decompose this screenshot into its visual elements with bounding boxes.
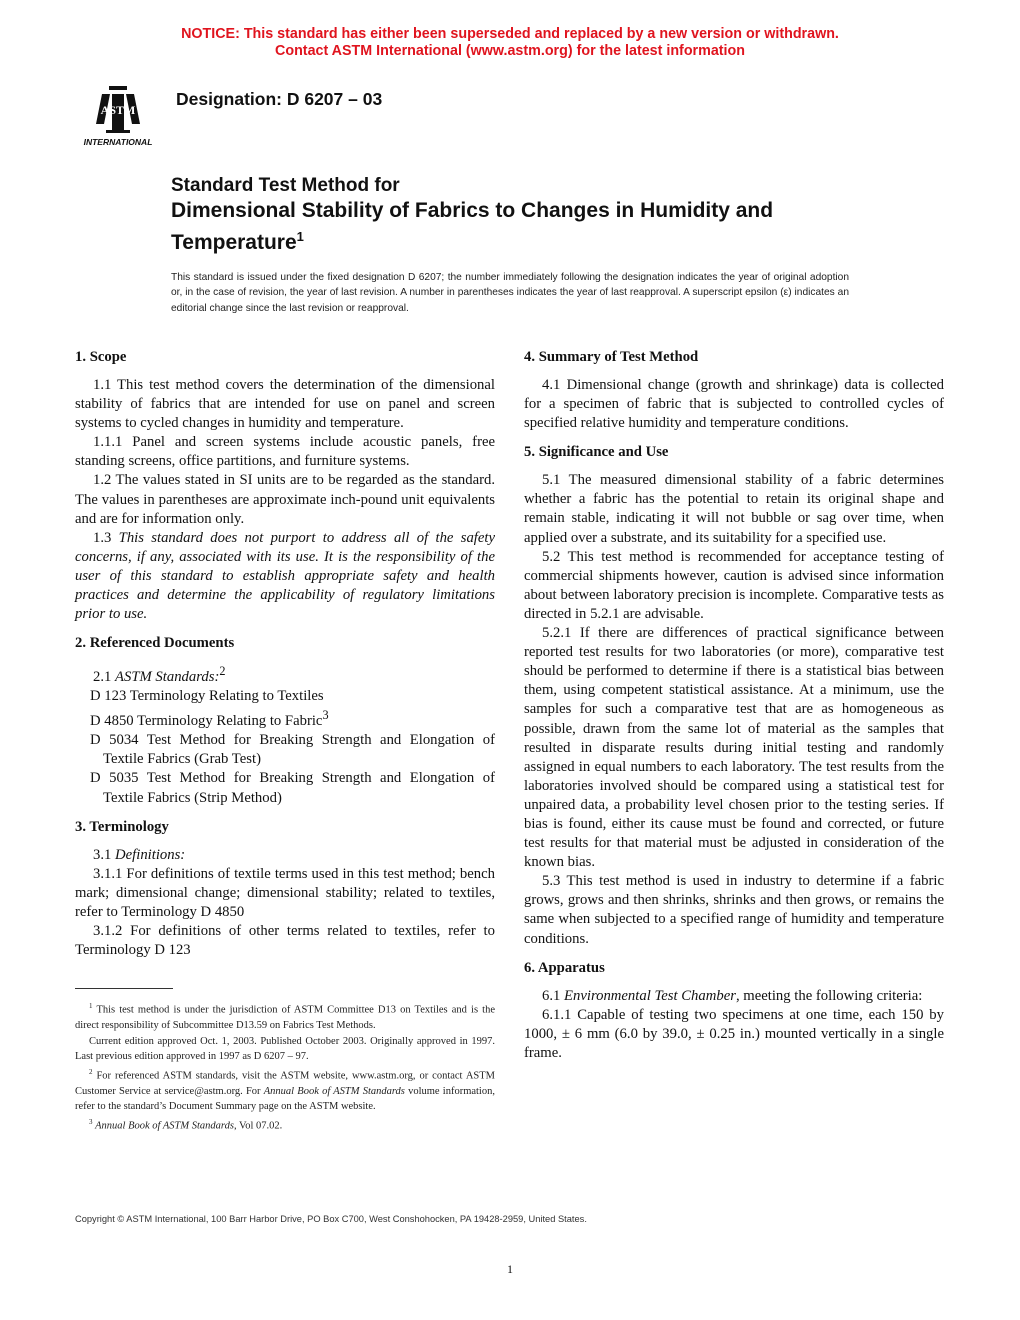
right-column xyxy=(524,348,944,1063)
footnote-3 xyxy=(75,1115,495,1134)
para-2-1 xyxy=(75,662,495,687)
section-heading-terminology: 3. Terminology xyxy=(75,818,169,835)
footnote-1-mark: 1 xyxy=(89,1002,93,1010)
para-5-2: 5.2 This test method is recommended for acceptance testing of commercial shipments however, caution is advised since information about between laboratory precision is incomplete. Comparative tests as directed in 5.2.1 are advisable. xyxy=(524,548,944,622)
title-block xyxy=(171,175,773,255)
reference-item xyxy=(75,706,495,731)
title-footnote-ref: 1 xyxy=(296,229,304,244)
para-4-1: 4.1 Dimensional change (growth and shrinkage) data is collected for a specimen of fabric that is subjected to controlled cycles of specified relative humidity and temperature conditions. xyxy=(524,377,944,432)
section-heading-scope: 1. Scope xyxy=(75,349,127,365)
footnote-2-text-a: For referenced ASTM standards, visit the ASTM website, www.astm.org, or contact ASTM Customer Service at service@astm.org. For xyxy=(75,1070,496,1097)
para-2-1-sup: 2 xyxy=(219,664,226,679)
para-6-1-em: Environmental Test Chamber xyxy=(564,987,736,1004)
para-5-2-1: 5.2.1 If there are differences of practical significance between reported test results for two laboratories (or more), comparative test should be performed to determine if there is a statistical bias between them, using competent statistical assistance. At a minimum, use the samples for such a comparative test that are as homogeneous as possible, drawn from the same lot of material as the samples that resulted in disparate results during initial testing and randomly assigned in equal numbers to each laboratory. The test results from the laboratories involved should be compared using a statistical test for unpaired data, a probability level chosen prior to the testing series. If bias is found, either its cause must be found and corrected, or future test results for that material must be adjusted in consideration of the known bias. xyxy=(524,625,944,871)
footnote-2-text-b: volume information, refer to the standard’s Document Summary page on the ASTM website. xyxy=(75,1085,495,1112)
para-1-3-text: This standard does not purport to address all of the safety concerns, if any, associated with its use. It is the responsibility of the user of this standard to establish appropriate safety and health practices and determine the applicability of regulatory limitations prior to use. xyxy=(75,529,496,623)
logo-text-bottom: INTERNATIONAL xyxy=(83,137,153,147)
para-6-1-num: 6.1 xyxy=(542,987,565,1004)
section-heading-refdocs: 2. Referenced Documents xyxy=(75,635,235,652)
section-heading-apparatus: 6. Apparatus xyxy=(524,959,605,976)
reference-item-text: D 4850 Terminology Relating to Fabric xyxy=(90,713,323,730)
reference-item: D 123 Terminology Relating to Textiles xyxy=(90,688,324,705)
footnote-2-mark: 2 xyxy=(89,1067,93,1076)
title-line-3-text: Temperature xyxy=(171,231,297,254)
para-5-1: 5.1 The measured dimensional stability of a fabric determines whether a fabric has the potential to retain its original shape and remain stable, indicating it will not bubble or sag over time, when applied over a substrate, and its suitability for a specified use. xyxy=(524,472,944,546)
reference-item-sup: 3 xyxy=(322,708,329,723)
logo-text-top: ASTM xyxy=(100,103,136,117)
para-1-3 xyxy=(75,529,495,624)
title-line-2: Dimensional Stability of Fabrics to Changes in Humidity and xyxy=(171,199,774,222)
section-heading-significance: 5. Significance and Use xyxy=(524,444,669,461)
para-1-3-num: 1.3 xyxy=(93,529,119,546)
para-6-1-1: 6.1.1 Capable of testing two specimens at one time, each 150 by 1000, ± 6 mm (6.0 by 39.0, ± 0.25 in.) mounted vertically in a single frame. xyxy=(524,1006,944,1061)
para-5-3: 5.3 This test method is used in industry to determine if a fabric grows, grows and then shrinks, shrinks and then grows, or remains the same when subjected to a specified range of humidity and temperature conditions. xyxy=(524,873,944,947)
withdrawal-notice xyxy=(0,26,1020,60)
para-1-1-1: 1.1.1 Panel and screen systems include acoustic panels, free standing screens, office partitions, and furniture systems. xyxy=(75,434,495,470)
footnote-3-text: , Vol 07.02. xyxy=(233,1120,283,1131)
footnote-divider xyxy=(75,988,173,989)
section-heading-summary: 4. Summary of Test Method xyxy=(524,349,699,365)
para-6-1 xyxy=(524,987,944,1006)
title-line-3 xyxy=(171,224,773,255)
notice-line-1: NOTICE: This standard has either been superseded and replaced by a new version or withdrawn. xyxy=(181,26,839,42)
footnote-2 xyxy=(75,1065,495,1115)
footnote-2-em: Annual Book of ASTM Standards xyxy=(263,1085,405,1097)
copyright: Copyright © ASTM International, 100 Barr Harbor Drive, PO Box C700, West Conshohocken, PA 19428-2959, United States. xyxy=(75,1214,587,1224)
title-line-1: Standard Test Method for xyxy=(171,175,400,196)
reference-item: D 5034 Test Method for Breaking Strength and Elongation of Textile Fabrics (Grab Test) xyxy=(90,732,495,768)
para-3-1-1: 3.1.1 For definitions of textile terms used in this test method; bench mark; dimensional change; dimensional stability; related to textiles, refer to Terminology D 4850 xyxy=(75,865,495,920)
astm-logo xyxy=(76,80,160,148)
preamble: This standard is issued under the fixed designation D 6207; the number immediately following the designation indicates the year of original adoption or, in the case of revision, the year of last revision. A number in parentheses indicates the year of last reapproval. A superscript epsilon (ε) indicates an editorial change since the last revision or reapproval. xyxy=(171,272,849,314)
footnote-1-text: This test method is under the jurisdiction of ASTM Committee D13 on Textiles and is the direct responsibility of Subcommittee D13.59 on Fabrics Test Methods. xyxy=(75,1004,495,1031)
para-6-1-rest: , meeting the following criteria: xyxy=(735,987,923,1004)
para-3-1 xyxy=(75,846,495,865)
notice-line-2: Contact ASTM International (www.astm.org) for the latest information xyxy=(275,43,745,59)
footnote-1 xyxy=(75,999,495,1034)
para-2-1-num: 2.1 xyxy=(93,669,116,686)
footnotes xyxy=(75,999,495,1134)
para-1-1: 1.1 This test method covers the determination of the dimensional stability of fabrics that are intended for use on panel and screen systems to cycled changes in humidity and temperature. xyxy=(75,377,495,432)
footnote-3-mark: 3 xyxy=(89,1117,93,1126)
para-1-2: 1.2 The values stated in SI units are to be regarded as the standard. The values in parentheses are approximate inch-pound unit equivalents and are for information only. xyxy=(75,472,495,527)
para-3-1-2: 3.1.2 For definitions of other terms related to textiles, refer to Terminology D 123 xyxy=(75,923,495,959)
footnote-3-em: Annual Book of ASTM Standards xyxy=(95,1120,234,1131)
left-column xyxy=(75,348,495,960)
para-3-1-text: Definitions: xyxy=(115,846,186,863)
reference-item: D 5035 Test Method for Breaking Strength and Elongation of Textile Fabrics (Strip Method) xyxy=(90,770,495,806)
para-3-1-num: 3.1 xyxy=(93,846,116,863)
page-number: 1 xyxy=(507,1262,513,1276)
designation: Designation: D 6207 – 03 xyxy=(176,89,383,109)
para-2-1-text: ASTM Standards: xyxy=(115,669,220,686)
footnote-1b: Current edition approved Oct. 1, 2003. Published October 2003. Originally approved in 1997. Last previous edition approved in 1997 as D 6207 – 97. xyxy=(75,1035,495,1062)
